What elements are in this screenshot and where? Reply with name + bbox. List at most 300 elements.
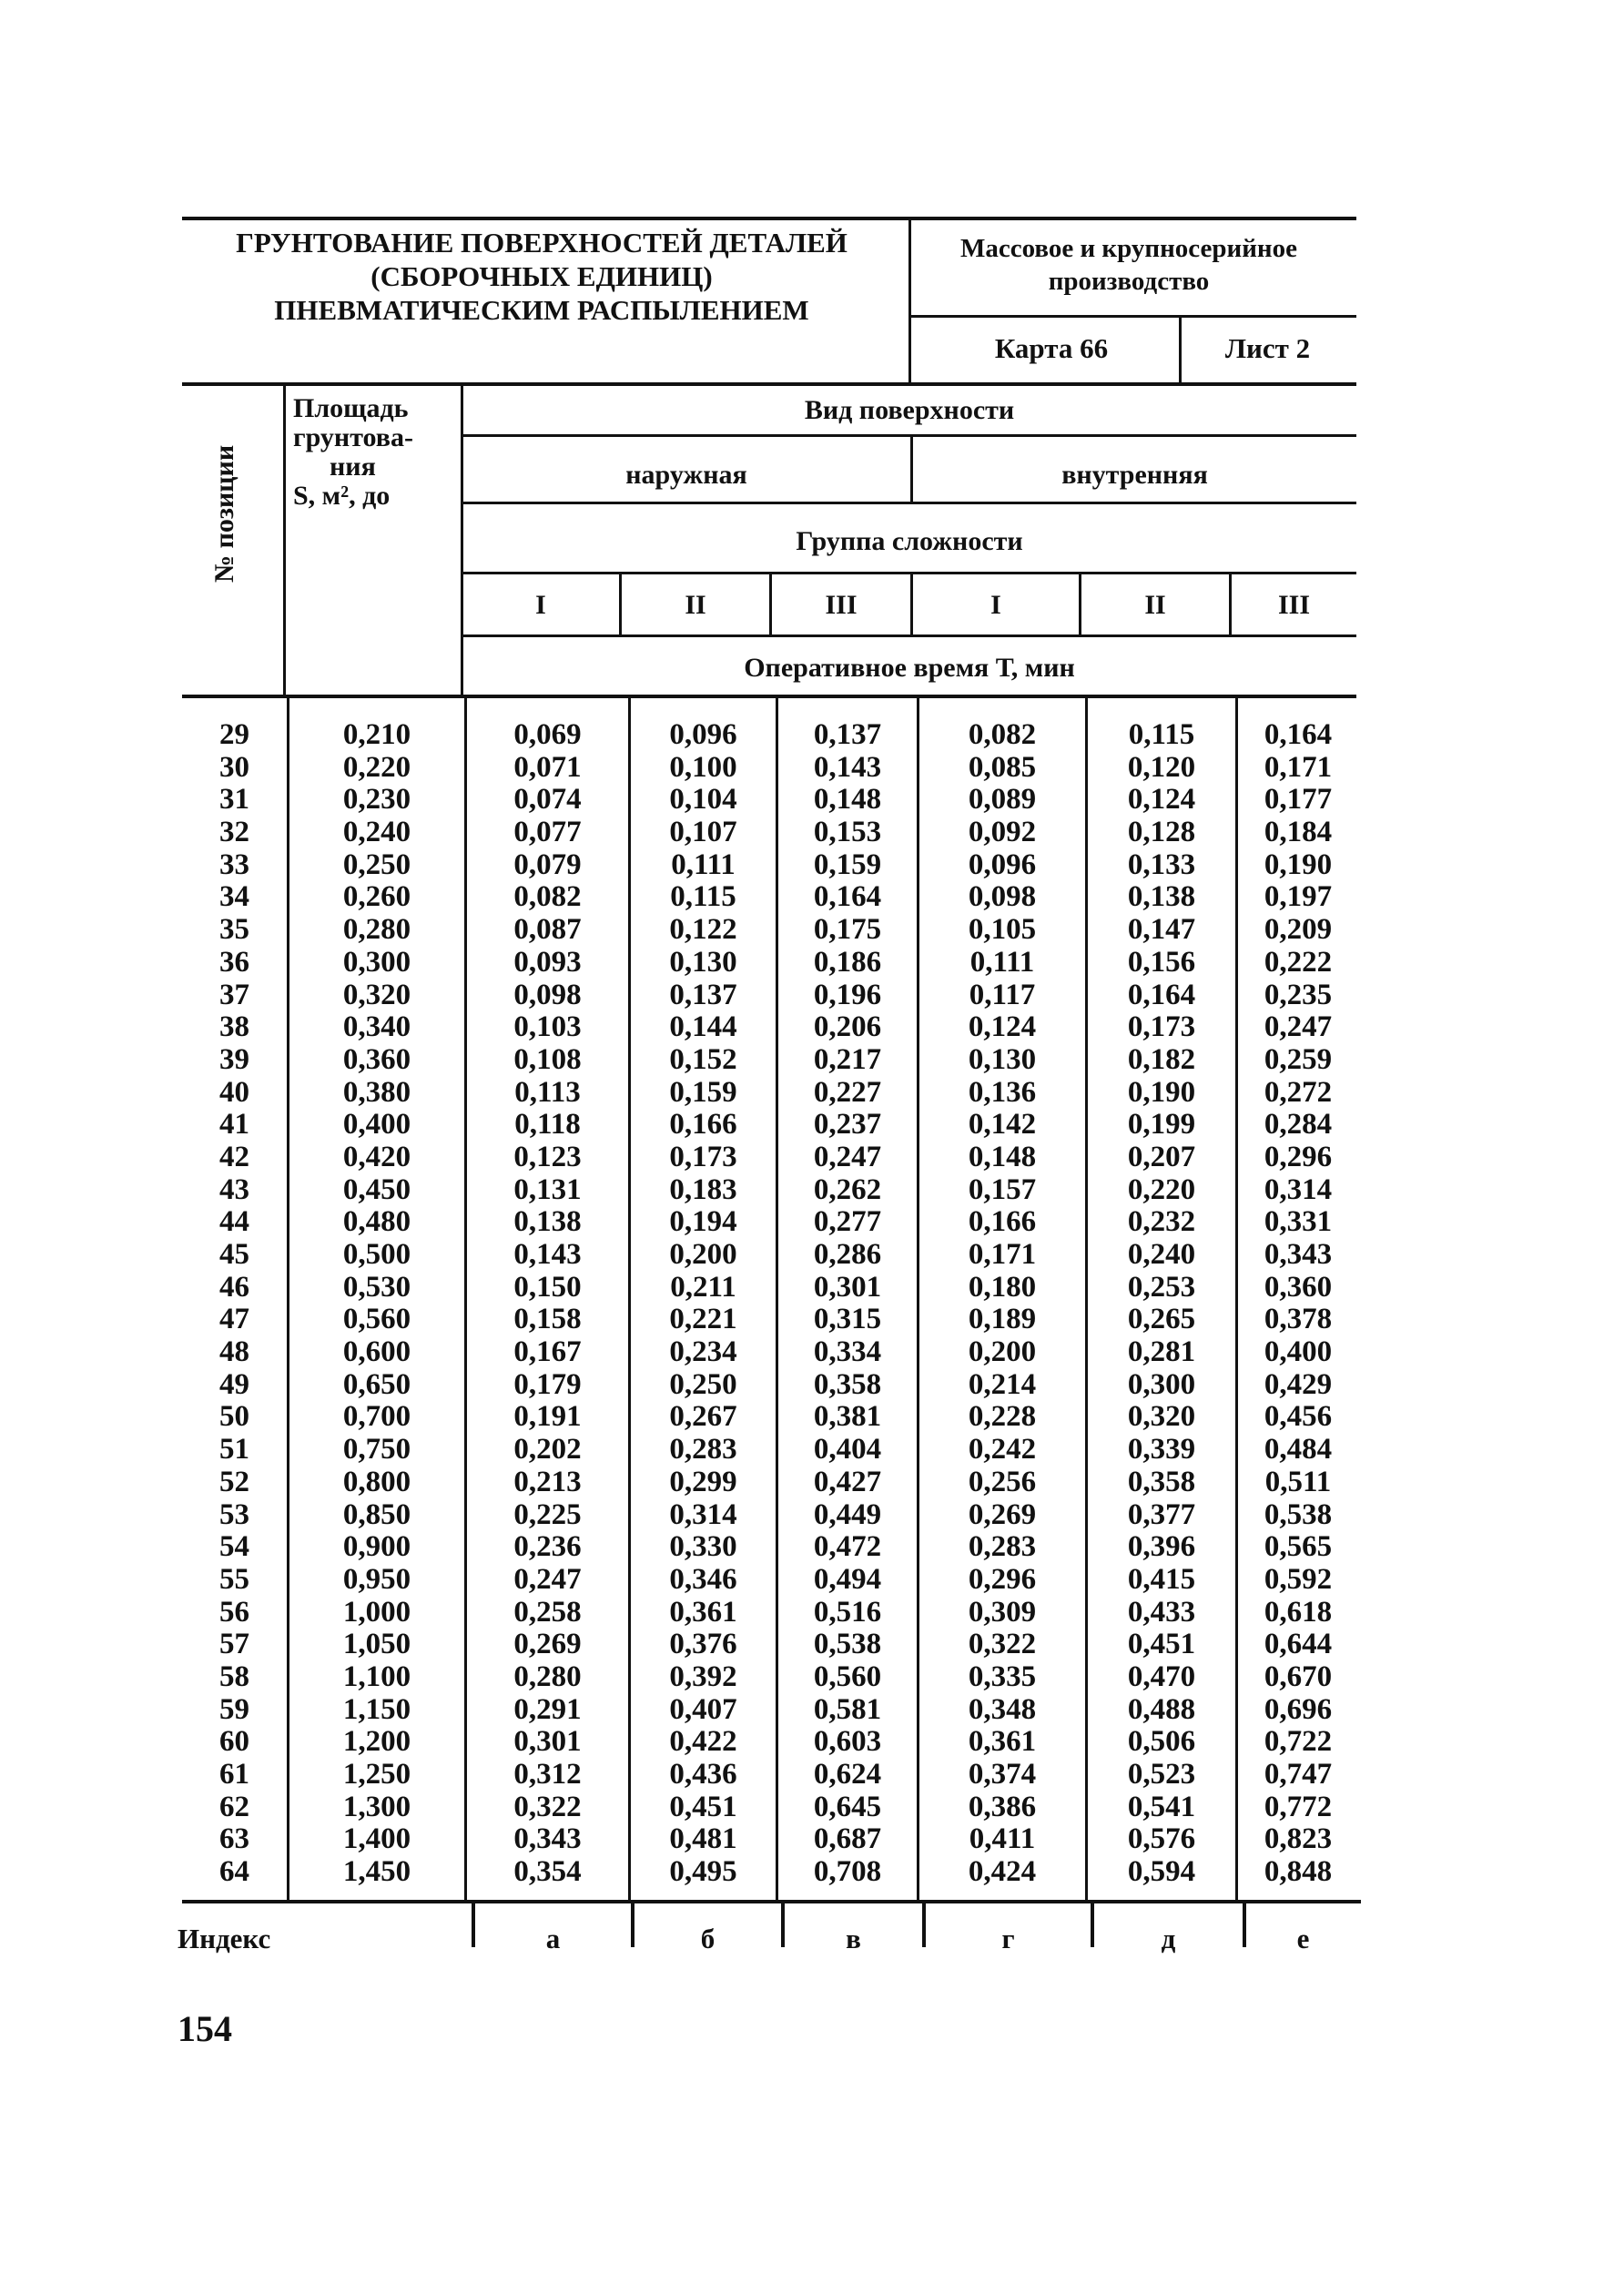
time-cell: 0,111	[671, 848, 736, 881]
time-cell: 0,098	[968, 880, 1037, 914]
position-cell: 38	[219, 1010, 249, 1044]
time-cell: 0,093	[513, 945, 582, 979]
outer-header: наружная	[625, 460, 747, 490]
time-cell: 0,237	[813, 1108, 882, 1142]
time-cell: 0,153	[813, 816, 882, 849]
time-cell: 0,074	[513, 783, 582, 817]
position-cell: 48	[219, 1335, 249, 1369]
time-cell: 0,392	[669, 1660, 737, 1693]
time-cell: 0,157	[968, 1172, 1037, 1206]
time-cell: 0,164	[813, 880, 882, 914]
time-cell: 0,722	[1264, 1725, 1333, 1759]
production-line-2: производство	[1048, 267, 1210, 296]
position-cell: 41	[219, 1108, 249, 1142]
position-cell: 52	[219, 1465, 249, 1498]
time-cell: 0,159	[813, 848, 882, 881]
area-cell: 0,800	[342, 1465, 411, 1498]
time-cell: 0,189	[968, 1303, 1037, 1336]
position-cell: 30	[219, 750, 249, 784]
time-cell: 0,211	[670, 1270, 736, 1304]
time-cell: 0,309	[968, 1595, 1037, 1629]
area-cell: 0,900	[342, 1530, 411, 1564]
time-cell: 0,361	[968, 1725, 1037, 1759]
time-cell: 0,645	[813, 1790, 882, 1823]
inner-group-1-column	[919, 719, 1085, 1889]
operative-time-header: Оперативное время Т, мин	[744, 653, 1075, 683]
area-cell: 1,100	[342, 1660, 411, 1693]
position-cell: 29	[219, 718, 249, 751]
area-header-line-1: Площадь	[293, 393, 409, 423]
position-cell: 33	[219, 848, 249, 881]
time-cell: 0,118	[514, 1108, 581, 1142]
body-bottom-rule	[182, 1900, 1361, 1903]
area-cell: 0,600	[342, 1335, 411, 1369]
outer-group-2-column	[631, 719, 776, 1889]
time-cell: 0,186	[813, 945, 882, 979]
time-cell: 0,175	[813, 913, 882, 947]
position-cell: 47	[219, 1303, 249, 1336]
time-cell: 0,196	[813, 978, 882, 1011]
time-cell: 0,222	[1264, 945, 1333, 979]
time-cell: 0,334	[813, 1335, 882, 1369]
time-cell: 0,164	[1127, 978, 1196, 1011]
area-cell: 0,360	[342, 1042, 411, 1076]
position-cell: 60	[219, 1725, 249, 1759]
time-cell: 0,848	[1264, 1855, 1333, 1889]
time-cell: 0,331	[1264, 1205, 1333, 1239]
time-cell: 0,296	[1264, 1140, 1333, 1173]
time-cell: 0,082	[968, 718, 1037, 751]
time-cell: 0,377	[1127, 1497, 1196, 1531]
top-rule	[182, 217, 1356, 220]
time-cell: 0,122	[669, 913, 737, 947]
time-cell: 0,104	[669, 783, 737, 817]
time-cell: 0,315	[813, 1303, 882, 1336]
position-cell: 58	[219, 1660, 249, 1693]
time-cell: 0,511	[1264, 1465, 1332, 1498]
area-cell: 0,450	[342, 1172, 411, 1206]
time-cell: 0,202	[513, 1433, 582, 1467]
time-cell: 0,096	[968, 848, 1037, 881]
time-cell: 0,594	[1127, 1855, 1196, 1889]
time-cell: 0,400	[1264, 1335, 1333, 1369]
time-cell: 0,265	[1127, 1303, 1196, 1336]
time-cell: 0,108	[513, 1042, 582, 1076]
time-cell: 0,113	[514, 1075, 581, 1109]
pos-col-divider	[283, 384, 286, 698]
time-cell: 0,184	[1264, 816, 1333, 849]
position-cell: 62	[219, 1790, 249, 1823]
time-cell: 0,152	[669, 1042, 737, 1076]
area-cell: 0,700	[342, 1400, 411, 1434]
time-cell: 0,624	[813, 1758, 882, 1791]
time-cell: 0,124	[968, 1010, 1037, 1044]
time-cell: 0,123	[513, 1140, 582, 1173]
inner-header: внутренняя	[1061, 460, 1208, 490]
position-cell: 44	[219, 1205, 249, 1239]
surface-type-header: Вид поверхности	[804, 395, 1015, 425]
time-cell: 0,209	[1264, 913, 1333, 947]
time-cell: 0,142	[968, 1108, 1037, 1142]
time-cell: 0,484	[1264, 1433, 1333, 1467]
time-cell: 0,115	[670, 880, 736, 914]
area-cell: 1,200	[342, 1725, 411, 1759]
time-cell: 0,618	[1264, 1595, 1333, 1629]
title-line-1: ГРУНТОВАНИЕ ПОВЕРХНОСТЕЙ ДЕТАЛЕЙ	[236, 227, 848, 259]
time-cell: 0,159	[669, 1075, 737, 1109]
time-cell: 0,269	[513, 1628, 582, 1661]
time-cell: 0,130	[669, 945, 737, 979]
page-title	[182, 226, 901, 327]
area-cell: 0,950	[342, 1562, 411, 1596]
position-cell: 43	[219, 1172, 249, 1206]
time-cell: 0,396	[1127, 1530, 1196, 1564]
index-letter-e: е	[1296, 1923, 1310, 1954]
time-cell: 0,747	[1264, 1758, 1333, 1791]
time-cell: 0,538	[813, 1628, 882, 1661]
time-cell: 0,143	[813, 750, 882, 784]
time-cell: 0,128	[1127, 816, 1196, 849]
time-cell: 0,286	[813, 1238, 882, 1271]
index-letter-g: г	[1001, 1923, 1015, 1954]
time-cell: 0,166	[968, 1205, 1037, 1239]
table-top-rule	[182, 382, 1356, 386]
time-cell: 0,644	[1264, 1628, 1333, 1661]
time-cell: 0,228	[968, 1400, 1037, 1434]
time-cell: 0,171	[1264, 750, 1333, 784]
page-number: 154	[178, 2008, 232, 2049]
time-cell: 0,133	[1127, 848, 1196, 881]
time-cell: 0,451	[669, 1790, 737, 1823]
time-cell: 0,360	[1264, 1270, 1333, 1304]
time-cell: 0,221	[669, 1303, 737, 1336]
time-cell: 0,284	[1264, 1108, 1333, 1142]
area-cell: 0,480	[342, 1205, 411, 1239]
outer-group-1-column	[467, 719, 628, 1889]
time-cell: 0,100	[669, 750, 737, 784]
position-cell: 64	[219, 1855, 249, 1889]
time-cell: 0,144	[669, 1010, 737, 1044]
position-cell: 59	[219, 1692, 249, 1726]
time-cell: 0,272	[1264, 1075, 1333, 1109]
time-cell: 0,177	[1264, 783, 1333, 817]
time-cell: 0,111	[969, 945, 1035, 979]
time-cell: 0,234	[669, 1335, 737, 1369]
time-cell: 0,291	[513, 1692, 582, 1726]
group-outer-1: I	[535, 590, 546, 620]
position-column	[187, 719, 282, 1889]
time-cell: 0,190	[1127, 1075, 1196, 1109]
time-cell: 0,096	[669, 718, 737, 751]
time-cell: 0,247	[1264, 1010, 1333, 1044]
position-cell: 42	[219, 1140, 249, 1173]
time-cell: 0,320	[1127, 1400, 1196, 1434]
time-cell: 0,411	[969, 1822, 1036, 1856]
surface-rule	[462, 434, 1356, 437]
position-cell: 51	[219, 1433, 249, 1467]
index-letter-v: в	[846, 1923, 861, 1954]
area-cell: 0,230	[342, 783, 411, 817]
area-cell: 1,250	[342, 1758, 411, 1791]
time-cell: 0,173	[669, 1140, 737, 1173]
time-cell: 0,358	[813, 1367, 882, 1401]
area-cell: 0,320	[342, 978, 411, 1011]
time-cell: 0,098	[513, 978, 582, 1011]
time-cell: 0,220	[1127, 1172, 1196, 1206]
position-cell: 53	[219, 1497, 249, 1531]
position-cell: 56	[219, 1595, 249, 1629]
position-cell: 40	[219, 1075, 249, 1109]
area-cell: 0,400	[342, 1108, 411, 1142]
time-cell: 0,506	[1127, 1725, 1196, 1759]
index-label: Индекс	[178, 1923, 271, 1954]
time-cell: 0,171	[968, 1238, 1037, 1271]
time-cell: 0,158	[513, 1303, 582, 1336]
area-header-line-2: грунтова-	[293, 422, 413, 452]
time-cell: 0,214	[968, 1367, 1037, 1401]
time-cell: 0,267	[669, 1400, 737, 1434]
position-cell: 36	[219, 945, 249, 979]
time-cell: 0,314	[1264, 1172, 1333, 1206]
time-cell: 0,494	[813, 1562, 882, 1596]
position-cell: 39	[219, 1042, 249, 1076]
time-cell: 0,079	[513, 848, 582, 881]
time-cell: 0,182	[1127, 1042, 1196, 1076]
time-cell: 0,314	[669, 1497, 737, 1531]
title-line-3: ПНЕВМАТИЧЕСКИМ РАСПЫЛЕНИЕМ	[274, 294, 809, 326]
position-cell: 35	[219, 913, 249, 947]
time-cell: 0,335	[968, 1660, 1037, 1693]
time-cell: 0,227	[813, 1075, 882, 1109]
area-cell: 0,420	[342, 1140, 411, 1173]
time-cell: 0,213	[513, 1465, 582, 1498]
position-cell: 34	[219, 880, 249, 914]
time-cell: 0,277	[813, 1205, 882, 1239]
time-cell: 0,301	[813, 1270, 882, 1304]
time-cell: 0,103	[513, 1010, 582, 1044]
index-letter-b: б	[700, 1923, 716, 1954]
time-cell: 0,386	[968, 1790, 1037, 1823]
time-cell: 0,107	[669, 816, 737, 849]
time-cell: 0,105	[968, 913, 1037, 947]
position-cell: 31	[219, 783, 249, 817]
time-cell: 0,131	[513, 1172, 582, 1206]
time-cell: 0,381	[813, 1400, 882, 1434]
time-cell: 0,269	[968, 1497, 1037, 1531]
time-cell: 0,259	[1264, 1042, 1333, 1076]
area-cell: 0,380	[342, 1075, 411, 1109]
position-cell: 50	[219, 1400, 249, 1434]
time-cell: 0,376	[669, 1628, 737, 1661]
time-cell: 0,312	[513, 1758, 582, 1791]
time-cell: 0,207	[1127, 1140, 1196, 1173]
time-cell: 0,156	[1127, 945, 1196, 979]
position-cell: 45	[219, 1238, 249, 1271]
time-cell: 0,199	[1127, 1108, 1196, 1142]
time-cell: 0,823	[1264, 1822, 1333, 1856]
time-cell: 0,120	[1127, 750, 1196, 784]
position-cell: 37	[219, 978, 249, 1011]
area-cell: 0,850	[342, 1497, 411, 1531]
time-cell: 0,190	[1264, 848, 1333, 881]
time-cell: 0,138	[513, 1205, 582, 1239]
area-cell: 1,300	[342, 1790, 411, 1823]
time-cell: 0,166	[669, 1108, 737, 1142]
time-cell: 0,200	[968, 1335, 1037, 1369]
time-cell: 0,180	[968, 1270, 1037, 1304]
group-inner-3: III	[1277, 590, 1311, 620]
time-cell: 0,538	[1264, 1497, 1333, 1531]
group-rule	[462, 572, 1356, 574]
time-cell: 0,225	[513, 1497, 582, 1531]
time-cell: 0,592	[1264, 1562, 1333, 1596]
time-cell: 0,250	[669, 1367, 737, 1401]
time-cell: 0,516	[813, 1595, 882, 1629]
position-cell: 61	[219, 1758, 249, 1791]
area-cell: 0,560	[342, 1303, 411, 1336]
time-cell: 0,183	[669, 1172, 737, 1206]
position-cell: 54	[219, 1530, 249, 1564]
time-cell: 0,696	[1264, 1692, 1333, 1726]
time-cell: 0,322	[968, 1628, 1037, 1661]
time-cell: 0,343	[1264, 1238, 1333, 1271]
group-inner-2: II	[1144, 590, 1166, 620]
time-cell: 0,427	[813, 1465, 882, 1498]
time-cell: 0,429	[1264, 1367, 1333, 1401]
time-cell: 0,085	[968, 750, 1037, 784]
time-cell: 0,280	[513, 1660, 582, 1693]
time-cell: 0,240	[1127, 1238, 1196, 1271]
time-cell: 0,348	[968, 1692, 1037, 1726]
time-cell: 0,138	[1127, 880, 1196, 914]
area-cell: 1,000	[342, 1595, 411, 1629]
time-cell: 0,451	[1127, 1628, 1196, 1661]
time-cell: 0,339	[1127, 1433, 1196, 1467]
time-cell: 0,247	[813, 1140, 882, 1173]
time-cell: 0,236	[513, 1530, 582, 1564]
time-cell: 0,361	[669, 1595, 737, 1629]
position-header: № позиции	[209, 444, 239, 583]
area-cell: 0,340	[342, 1010, 411, 1044]
time-cell: 0,346	[669, 1562, 737, 1596]
area-cell: 0,530	[342, 1270, 411, 1304]
time-cell: 0,283	[968, 1530, 1037, 1564]
time-cell: 0,258	[513, 1595, 582, 1629]
time-cell: 0,232	[1127, 1205, 1196, 1239]
time-cell: 0,148	[968, 1140, 1037, 1173]
inner-group-3-column	[1238, 719, 1358, 1889]
time-cell: 0,541	[1127, 1790, 1196, 1823]
area-cell: 1,050	[342, 1628, 411, 1661]
area-cell: 0,650	[342, 1367, 411, 1401]
time-cell: 0,354	[513, 1855, 582, 1889]
index-letter-a: а	[545, 1923, 561, 1954]
production-line-1: Массовое и крупносерийное	[959, 234, 1298, 263]
time-cell: 0,301	[513, 1725, 582, 1759]
area-cell: 0,220	[342, 750, 411, 784]
production-type	[910, 232, 1347, 298]
index-letter-d: д	[1161, 1923, 1176, 1954]
time-cell: 0,436	[669, 1758, 737, 1791]
area-column	[289, 719, 464, 1889]
time-cell: 0,470	[1127, 1660, 1196, 1693]
time-cell: 0,136	[968, 1075, 1037, 1109]
time-cell: 0,087	[513, 913, 582, 947]
time-cell: 0,670	[1264, 1660, 1333, 1693]
sheet-number: Лист 2	[1224, 332, 1311, 364]
time-cell: 0,472	[813, 1530, 882, 1564]
area-header	[293, 394, 457, 511]
time-cell: 0,197	[1264, 880, 1333, 914]
area-header-line-3: ния	[330, 452, 376, 482]
position-cell: 55	[219, 1562, 249, 1596]
position-cell: 63	[219, 1822, 249, 1856]
time-cell: 0,687	[813, 1822, 882, 1856]
time-cell: 0,082	[513, 880, 582, 914]
complexity-group-header: Группа сложности	[796, 526, 1023, 556]
inner-group-2-column	[1088, 719, 1235, 1889]
header-mid-rule	[910, 315, 1356, 318]
roman-rule	[462, 634, 1356, 637]
time-cell: 0,433	[1127, 1595, 1196, 1629]
area-cell: 0,500	[342, 1238, 411, 1271]
time-cell: 0,772	[1264, 1790, 1333, 1823]
time-cell: 0,343	[513, 1822, 582, 1856]
area-cell: 0,260	[342, 880, 411, 914]
time-cell: 0,242	[968, 1433, 1037, 1467]
time-cell: 0,283	[669, 1433, 737, 1467]
time-cell: 0,449	[813, 1497, 882, 1531]
area-header-line-4: S, м², до	[293, 481, 391, 511]
time-cell: 0,422	[669, 1725, 737, 1759]
time-cell: 0,576	[1127, 1822, 1196, 1856]
time-cell: 0,300	[1127, 1367, 1196, 1401]
time-cell: 0,200	[669, 1238, 737, 1271]
time-cell: 0,358	[1127, 1465, 1196, 1498]
time-cell: 0,424	[968, 1855, 1037, 1889]
time-cell: 0,407	[669, 1692, 737, 1726]
time-cell: 0,488	[1127, 1692, 1196, 1726]
position-cell: 32	[219, 816, 249, 849]
time-cell: 0,247	[513, 1562, 582, 1596]
time-cell: 0,481	[669, 1822, 737, 1856]
time-cell: 0,374	[968, 1758, 1037, 1791]
time-cell: 0,603	[813, 1725, 882, 1759]
time-cell: 0,256	[968, 1465, 1037, 1498]
time-cell: 0,330	[669, 1530, 737, 1564]
time-cell: 0,173	[1127, 1010, 1196, 1044]
time-cell: 0,179	[513, 1367, 582, 1401]
area-cell: 0,300	[342, 945, 411, 979]
time-cell: 0,117	[969, 978, 1036, 1011]
time-cell: 0,164	[1264, 718, 1333, 751]
card-number: Карта 66	[994, 332, 1109, 364]
time-cell: 0,167	[513, 1335, 582, 1369]
time-cell: 0,404	[813, 1433, 882, 1467]
time-cell: 0,089	[968, 783, 1037, 817]
time-cell: 0,147	[1127, 913, 1196, 947]
time-cell: 0,262	[813, 1172, 882, 1206]
time-cell: 0,071	[513, 750, 582, 784]
area-cell: 0,240	[342, 816, 411, 849]
time-cell: 0,253	[1127, 1270, 1196, 1304]
time-cell: 0,708	[813, 1855, 882, 1889]
time-cell: 0,495	[669, 1855, 737, 1889]
time-cell: 0,194	[669, 1205, 737, 1239]
time-cell: 0,217	[813, 1042, 882, 1076]
time-cell: 0,456	[1264, 1400, 1333, 1434]
time-cell: 0,235	[1264, 978, 1333, 1011]
